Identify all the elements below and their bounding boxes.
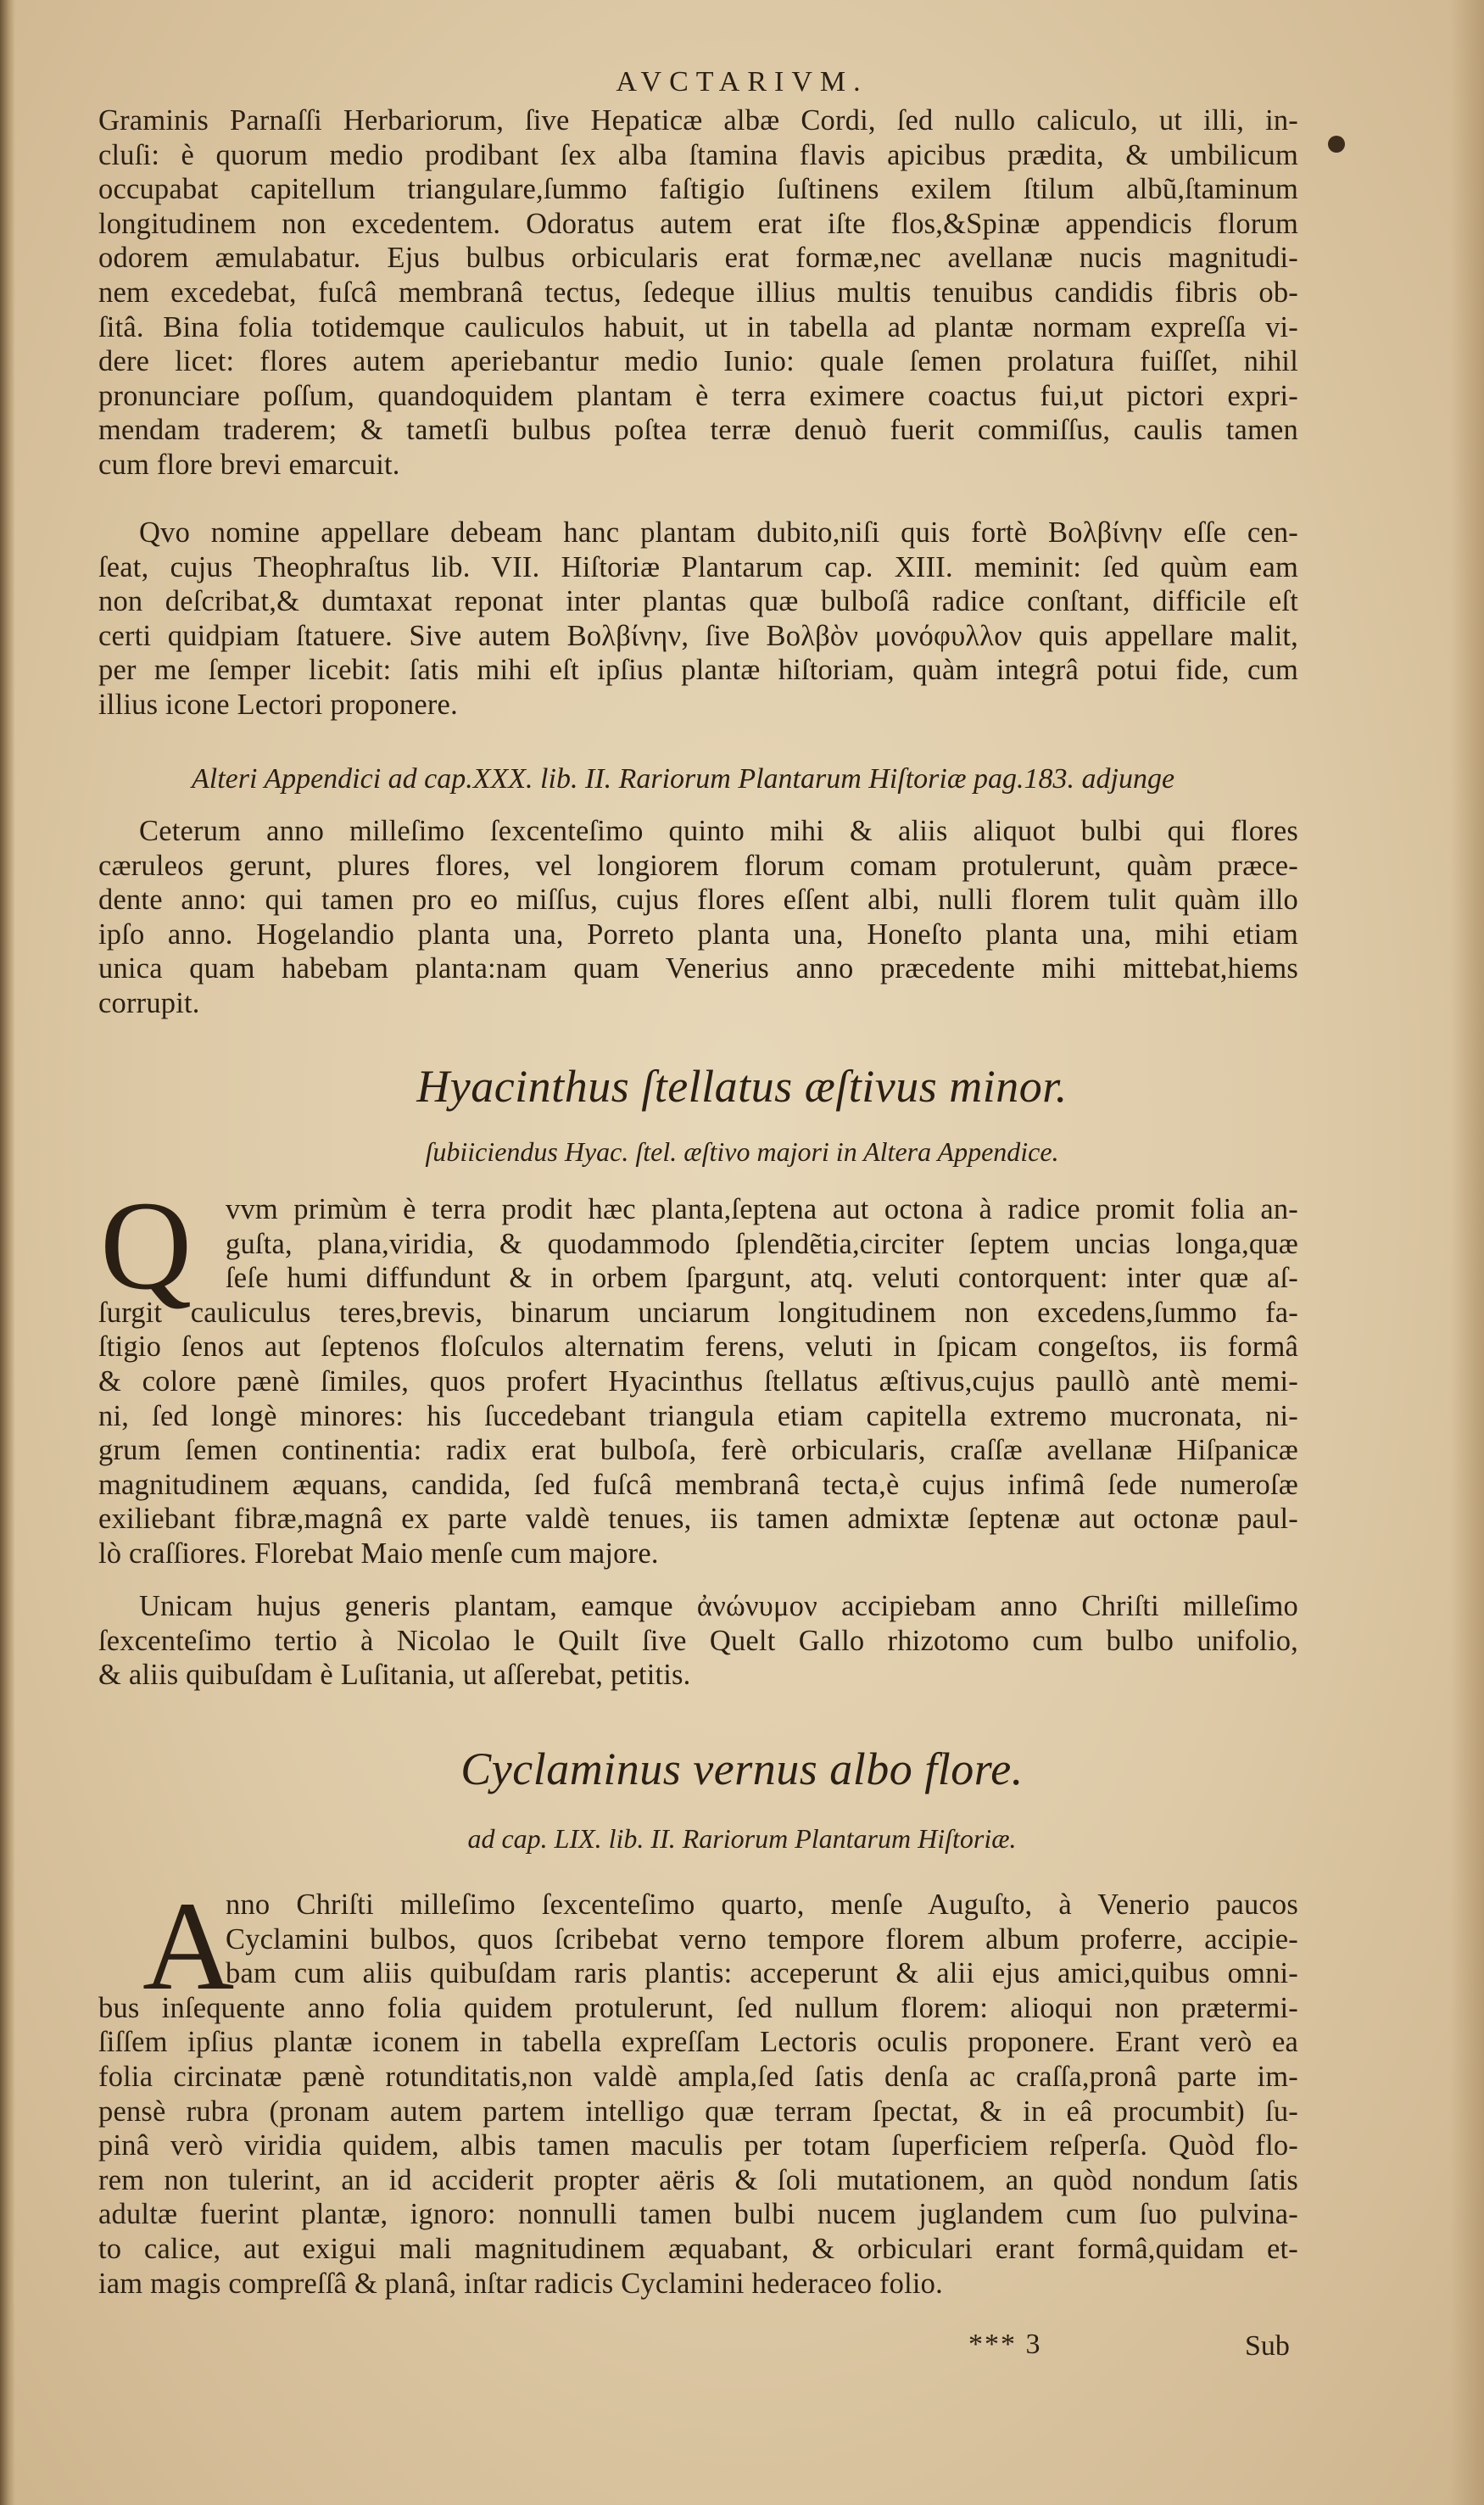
text-line: folia circinatæ pænè rotunditatis,non valdè ampla,ſed ſatis denſa ac craſſa,pronâ parte im-: [98, 2060, 1298, 2093]
text-line: ſtigio ſenos aut ſeptenos floſculos alternatim ferens, veluti in ſpicam congeſtos, iis formâ: [98, 1331, 1298, 1364]
text-line: mendam traderem; & tametſi bulbus poſtea terræ denuò fuerit commiſſus, caulis tamen: [98, 414, 1298, 447]
text-line: magnitudinem æquans, candida, ſed fuſcâ membranâ tecta,è cujus infimâ ſede numeroſæ: [98, 1468, 1298, 1501]
section-heading-cyclaminus: Cyclaminus vernus albo flore.: [460, 1743, 1024, 1794]
text-line: cum flore brevi emarcuit.: [98, 448, 400, 481]
text-line: bus inſequente anno folia quidem protulerunt, ſed nullum florem: alioqui non prætermi-: [98, 1991, 1298, 2024]
text-line: Graminis Parnaſſi Herbariorum, ſive Hepaticæ albæ Cordi, ſed nullo caliculo, ut illi, in-: [98, 104, 1298, 137]
section-subheading-cyclaminus: ad cap. LIX. lib. II. Rariorum Plantarum Hiſtoriæ.: [467, 1823, 1017, 1854]
appendix-note: Alteri Appendici ad cap.XXX. lib. II. Rariorum Plantarum Hiſtoriæ pag.183. adjunge: [192, 763, 1175, 795]
catchword: Sub: [1245, 2330, 1290, 2362]
text-line: ſurgit cauliculus teres,brevis, binarum unciarum longitudinem non excedens,ſummo fa-: [98, 1296, 1298, 1329]
text-line: to calice, aut exigui mali magnitudinem æquabant, & orbiculari erant formâ,quidam et-: [98, 2232, 1298, 2265]
text-line: ſiſſem ipſius plantæ iconem in tabella expreſſam Lectoris oculis proponere. Erant verò ea: [98, 2026, 1298, 2059]
text-line: cæruleos gerunt, plures flores, vel longiorem florum comam protulerunt, quàm præce-: [98, 849, 1298, 882]
text-line: adultæ fuerint plantæ, ignoro: nonnulli tamen bulbi nucem juglandem cum ſuo pulvina-: [98, 2198, 1298, 2231]
paragraph-2-text: [98, 516, 1298, 722]
text-line: & aliis quibuſdam è Luſitania, ut aſſerebat, petitis.: [98, 1659, 691, 1692]
text-line: cluſi: è quorum medio prodibant ſex alba ſtamina flavis apicibus prædita, & umbilicum: [98, 138, 1298, 171]
text-line: Ceterum anno milleſimo ſexcenteſimo quinto mihi & aliis aliquot bulbi qui flores: [139, 815, 1298, 847]
text-line: longitudinem non excedentem. Odoratus autem erat iſte flos,&Spinæ appendicis florum: [98, 207, 1298, 240]
text-line: pronunciare poſſum, quandoquidem plantam è terra eximere coactus fui,ut pictori expri-: [98, 379, 1298, 412]
text-line: occupabat capitellum triangulare,ſummo faſtigio ſuſtinens exilem ſtilum albũ,ſtaminum: [98, 173, 1298, 206]
text-line: nem excedebat, fuſcâ membranâ tectus, ſedeque illius multis tenuibus candidis fibris ob-: [98, 276, 1298, 309]
text-line: Cyclamini bulbos, quos ſcribebat verno tempore florem album proferre, accipie-: [226, 1922, 1298, 1955]
paragraph-1: [98, 103, 1298, 483]
paragraph-6: [98, 1888, 1298, 2301]
signature-mark: *** 3: [968, 2329, 1042, 2360]
text-line: iam magis compreſſâ & planâ, inſtar radicis Cyclamini hederaceo folio.: [98, 2267, 943, 2300]
text-line: per me ſemper licebit: ſatis mihi eſt ipſius plantæ hiſtoriam, quàm integrâ potui fide, cum: [98, 654, 1298, 687]
text-line: illius icone Lectori proponere.: [98, 688, 458, 721]
text-line: ſeſe humi diffundunt & in orbem ſpargunt, atq. veluti contorquent: inter quæ aſ-: [226, 1262, 1298, 1295]
section-subheading-hyacinthus: ſubiiciendus Hyac. ſtel. æſtivo majori in Altera Appendice.: [425, 1136, 1059, 1167]
page-edge-shading: [1450, 0, 1484, 2505]
text-line: guſta, plana,viridia, & quodammodo ſplendẽtia,circiter ſeptem uncias longa,quæ: [226, 1227, 1298, 1260]
text-line: ni, ſed longè minores: his ſuccedebant triangula etiam capitella extremo mucronata, ni-: [98, 1399, 1298, 1432]
text-line: corrupit.: [98, 986, 200, 1019]
drop-cap-a: A: [142, 1876, 235, 2017]
text-line: vvm primùm è terra prodit hæc planta,ſeptena aut octona à radice promit folia an-: [226, 1193, 1298, 1225]
text-line: pensè rubra (pronam autem partem intelligo quæ terram ſpectat, & in eâ procumbit) ſu-: [98, 2095, 1298, 2128]
page-gutter-shadow: [0, 0, 15, 2505]
text-line: grum ſemen continentia: radix erat bulboſa, ferè orbicularis, craſſæ avellanæ Hiſpanicæ: [98, 1434, 1298, 1467]
text-line: & colore pænè ſimiles, quos profert Hyacinthus ſtellatus æſtivus,cujus paullò antè memi-: [98, 1364, 1298, 1398]
text-line: pinâ verò viridia quidem, albis tamen maculis per totam ſuperficiem reſperſa. Quòd flo-: [98, 2129, 1298, 2162]
paragraph-1-text: [98, 103, 1298, 483]
text-line: unica quam habebam planta:nam quam Venerius anno præcedente mihi mittebat,hiems: [98, 952, 1298, 985]
paragraph-2: [98, 516, 1298, 722]
text-line: ſexcenteſimo tertio à Nicolao le Quilt ſive Quelt Gallo rhizotomo cum bulbo unifolio,: [98, 1624, 1298, 1657]
drop-cap-q: Q: [100, 1175, 192, 1316]
text-line: dere licet: flores autem aperiebantur medio Iunio: quale ſemen prolatura fuiſſet, nihil: [98, 345, 1298, 378]
text-line: ſeat, cujus Theophraſtus lib. VII. Hiſtoriæ Plantarum cap. XIII. meminit: ſed quùm eam: [98, 550, 1298, 583]
text-line: non deſcribat,& dumtaxat reponat inter plantas quæ bulboſâ radice conſtant, difficile eſt: [98, 585, 1298, 618]
text-line: Qvo nomine appellare debeam hanc plantam dubito,niſi quis fortè Βολβίνην eſſe cen-: [139, 516, 1298, 549]
text-line: bam cum aliis quibuſdam raris plantis: acceperunt & alii ejus amici,quibus omni-: [226, 1957, 1298, 1990]
text-line: exiliebant fibræ,magnâ ex parte valdè tenues, iis tamen admixtæ ſeptenæ aut octonæ paul-: [98, 1503, 1298, 1536]
section-heading-hyacinthus: Hyacinthus ſtellatus æſtivus minor.: [416, 1061, 1068, 1112]
text-line: ſitâ. Bina folia totidemque cauliculos habuit, ut in tabella ad plantæ normam expreſſa vi-: [98, 310, 1298, 343]
paragraph-3-text: [98, 814, 1298, 1021]
text-line: nno Chriſti milleſimo ſexcenteſimo quarto, menſe Auguſto, à Venerio paucos: [226, 1889, 1298, 1921]
text-line: lò craſſiores. Florebat Maio menſe cum majore.: [98, 1537, 659, 1570]
text-line: certi quidpiam ſtatuere. Sive autem Βολβίνην, ſive Βολβὸν μονόφυλλον quis appellare malit,: [98, 619, 1298, 652]
paragraph-4-text: [98, 1192, 1298, 1571]
paragraph-3: [98, 814, 1298, 1021]
ink-spot: [1328, 136, 1345, 153]
text-line: Unicam hujus generis plantam, eamque ἀνώνυμον accipiebam anno Chriſti milleſimo: [139, 1590, 1298, 1622]
text-line: ipſo anno. Hogelandio planta una, Porreto planta una, Honeſto planta una, mihi etiam: [98, 918, 1298, 951]
paragraph-5: [98, 1589, 1298, 1693]
paragraph-4: [98, 1192, 1298, 1571]
text-line: rem non tulerint, an id acciderit propter aëris & ſoli mutationem, an quòd nondum ſatis: [98, 2163, 1298, 2196]
paragraph-6-text: [98, 1888, 1298, 2301]
paragraph-5-text: [98, 1589, 1298, 1693]
running-head: AVCTARIVM.: [616, 66, 868, 98]
text-line: dente anno: qui tamen pro eo miſſus, cujus flores eſſent albi, nulli florem tulit quàm illo: [98, 884, 1298, 917]
text-line: odorem æmulabatur. Ejus bulbus orbicularis erat formæ,nec avellanæ nucis magnitudi-: [98, 242, 1298, 275]
